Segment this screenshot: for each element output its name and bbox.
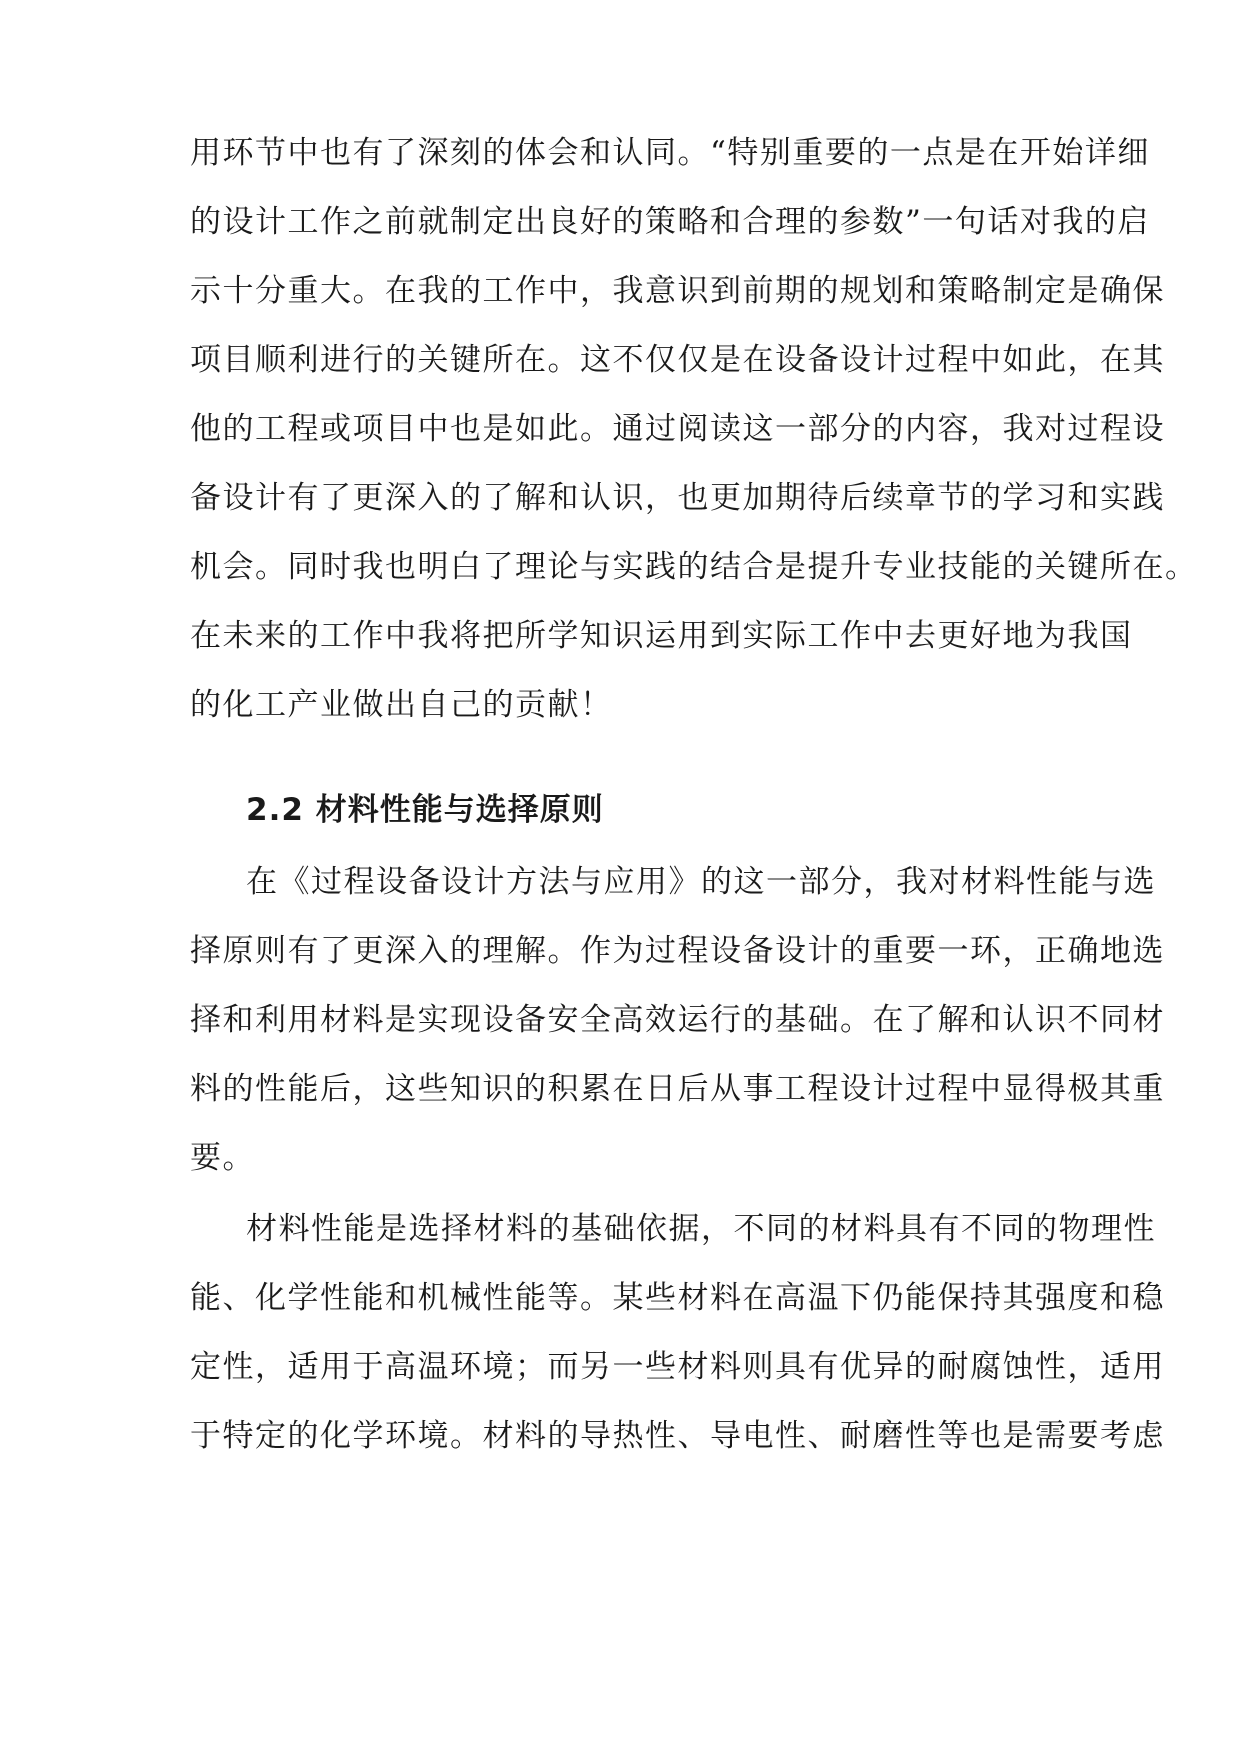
paragraph-line: 用环节中也有了深刻的体会和认同。“特别重要的一点是在开始详细 (190, 135, 1150, 171)
paragraph-line: 他的工程或项目中也是如此。通过阅读这一部分的内容，我对过程设 (190, 411, 1165, 447)
paragraph-line: 材料性能是选择材料的基础依据，不同的材料具有不同的物理性 (246, 1211, 1156, 1247)
paragraph-line: 备设计有了更深入的了解和认识，也更加期待后续章节的学习和实践 (190, 480, 1165, 516)
paragraph-line: 择原则有了更深入的理解。作为过程设备设计的重要一环，正确地选 (190, 933, 1165, 969)
paragraph-line: 项目顺利进行的关键所在。这不仅仅是在设备设计过程中如此，在其 (190, 342, 1165, 378)
paragraph-line: 示十分重大。在我的工作中，我意识到前期的规划和策略制定是确保 (190, 273, 1165, 309)
paragraph-line: 的化工产业做出自己的贡献！ (190, 687, 613, 723)
paragraph-line: 的设计工作之前就制定出良好的策略和合理的参数”一句话对我的启 (190, 204, 1150, 240)
section-heading: 2.2 材料性能与选择原则 (246, 792, 604, 828)
paragraph-line: 能、化学性能和机械性能等。某些材料在高温下仍能保持其强度和稳 (190, 1280, 1165, 1316)
paragraph-line: 于特定的化学环境。材料的导热性、导电性、耐磨性等也是需要考虑 (190, 1418, 1165, 1454)
paragraph-line: 机会。同时我也明白了理论与实践的结合是提升专业技能的关键所在。 (190, 549, 1198, 585)
paragraph-line: 定性，适用于高温环境；而另一些材料则具有优异的耐腐蚀性，适用 (190, 1349, 1165, 1385)
paragraph-line: 在《过程设备设计方法与应用》的这一部分，我对材料性能与选 (246, 864, 1156, 900)
paragraph-line: 在未来的工作中我将把所学知识运用到实际工作中去更好地为我国 (190, 618, 1133, 654)
paragraph-line: 料的性能后，这些知识的积累在日后从事工程设计过程中显得极其重 (190, 1071, 1165, 1107)
paragraph-line: 择和利用材料是实现设备安全高效运行的基础。在了解和认识不同材 (190, 1002, 1165, 1038)
paragraph-line: 要。 (190, 1140, 255, 1176)
